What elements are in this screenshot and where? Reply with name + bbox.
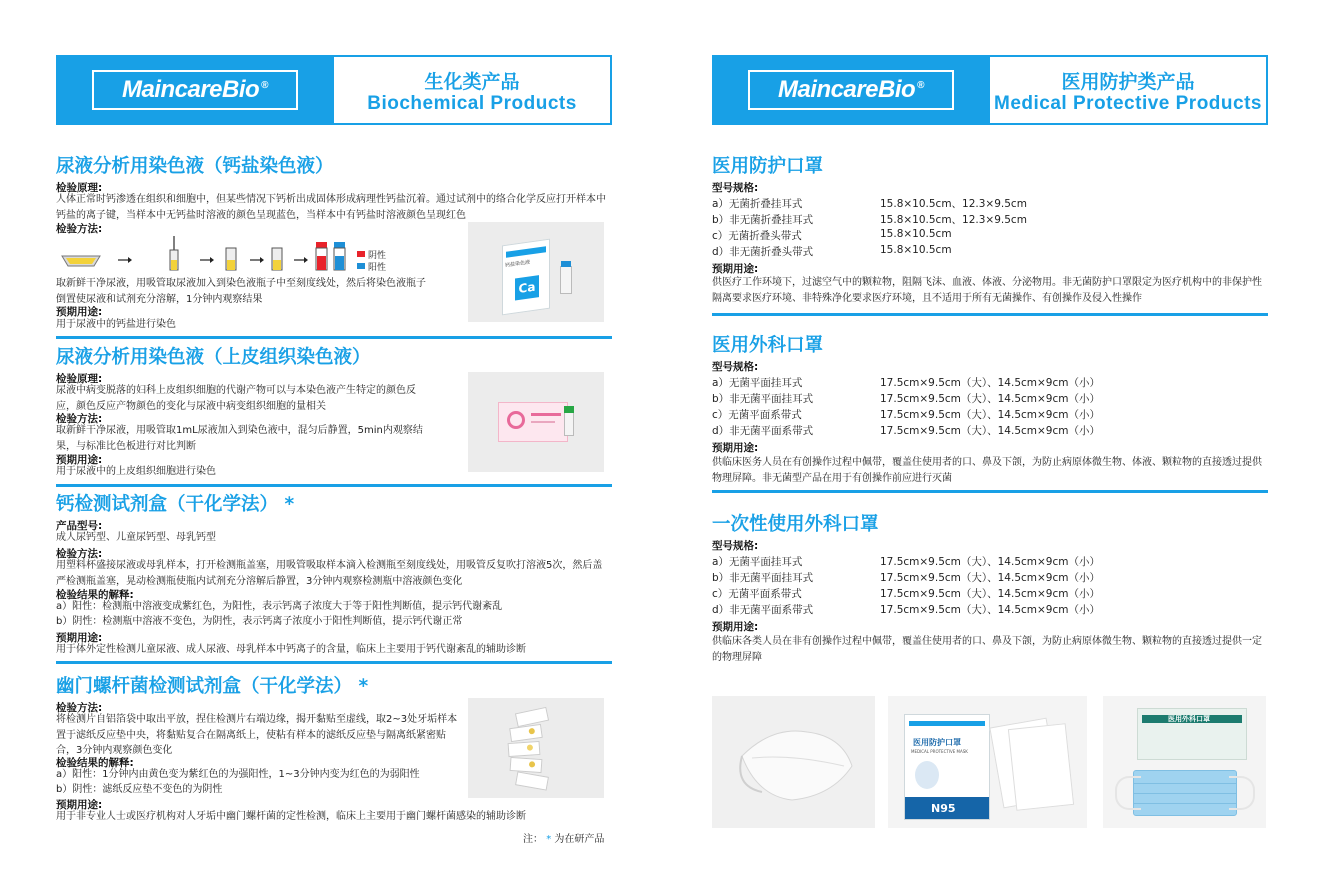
section-title: 医用外科口罩 xyxy=(712,335,824,356)
legend-negative: 阴性 xyxy=(368,251,387,261)
section-title: 幽门螺杆菌检测试剂盒（干化学法） * xyxy=(56,676,369,697)
method-label: 检验方法: xyxy=(56,702,103,714)
brand-logo: MaincareBio ® xyxy=(92,70,298,110)
use-label: 预期用途: xyxy=(712,263,759,275)
result-vial-blue-icon xyxy=(334,242,345,270)
model-text: 成人尿钙型、儿童尿钙型、母乳钙型 xyxy=(56,532,216,543)
procedure-diagram xyxy=(56,234,356,278)
result-vial-red-icon xyxy=(316,242,327,270)
spec-label: 型号规格: xyxy=(712,361,759,373)
epithelial-stain-product-photo xyxy=(468,372,604,472)
principle-text: 人体正常时钙渗透在组织和细胞中，但某些情况下钙析出成固体形成病理性钙盐沉着。通过试剂中的络合化学反应打开样本中钙盐的离子键，当样本中无钙盐时溶液的颜色呈现蓝色，当样本中有钙盐时溶液颜色呈现红色 xyxy=(56,194,606,221)
right-page: MaincareBio ® 医用防护类产品 Medical Protective Products 医用防护口罩 型号规格: a）无菌折叠挂耳式 15.8×10.5cm、12.3×9.5cm b）非无菌折叠挂耳式 15.8×10.5cm、12.3×9.5cm c）无菌折叠头带式 15.8×10.5cm d）非无菌折叠头带式 15.8×10.5cm 预期用途: 供医疗工作环境下，过滤空气中的颗粒物，阻隔飞沫、血液、体液、分泌物用。非无菌防护口罩限定为医疗机构中的非保护性隔离要求医疗环境、非特殊净化要求医疗环境，且不适用于所有无菌操作、有创操作及侵入性操作 医用外科口罩 型号规格: a）无菌平面挂耳式 17.5cm×9.5cm（大）、14.5cm×9cm（小） b）非无菌平面挂耳式 17.5cm×9.5cm（大）、14.5cm×9cm（小） c）无菌平面系带式 17.5cm×9.5cm（大）、14.5cm×9cm（小） d）非无菌平面系带式 17.5cm×9.5cm（大）、14.5cm×9cm（小） 预期用途: 供临床医务人员在有创操作过程中佩带，覆盖住使用者的口、鼻及下颌，为防止病原体微生物、体液、颗粒物的直接透过提供物理屏障。非无菌型产品在用于有创操作前应进行灭菌 一次性使用外科口罩 型号规格: a）无菌平面挂耳式 17.5cm×9.5cm（大）、14.5cm×9cm（小） b）非无菌平面挂耳式 17.5cm×9.5cm（大）、14.5cm×9cm（小） c）无菌平面系带式 17.5cm×9.5cm（大）、14.5cm×9cm（小） d）非无菌平面系带式 17.5cm×9.5cm（大）、14.5cm×9cm（小） 预期用途: 供临床各类人员在非有创操作过程中佩带，覆盖住使用者的口、鼻及下颌，为防止病原体微生物、颗粒物的直接透过提供一定的物理屏障 医用防护口罩 MEDICAL PROTECTIVE MASK N95 医用外科口罩 xyxy=(660,0,1320,894)
section-divider xyxy=(712,490,1268,493)
result-negative: b）阴性：检测瓶中溶液不变色，为阴性，表示钙离子浓度小于阳性判断值，提示钙代谢正常 xyxy=(56,616,463,627)
result-label: 检验结果的解释: xyxy=(56,589,134,601)
result-positive: a）阳性：1分钟内由黄色变为紫红色的为强阳性，1~3分钟内变为红色的为弱阳性 xyxy=(56,769,420,780)
box-subtitle: MEDICAL PROTECTIVE MASK xyxy=(911,749,968,754)
use-text: 供医疗工作环境下，过滤空气中的颗粒物，阻隔飞沫、血液、体液、分泌物用。非无菌防护口罩限定为医疗机构中的非保护性隔离要求医疗环境、非特殊净化要求医疗环境，且不适用于所有无菌操作、有创操作及侵入性操作 xyxy=(712,277,1262,304)
header-title-cn: 生化类产品 xyxy=(424,71,520,93)
dropper-icon xyxy=(170,236,178,270)
use-text: 用于尿液中的钙盐进行染色 xyxy=(56,319,176,330)
brand-logo: MaincareBio ® xyxy=(748,70,954,110)
method-label: 检验方法: xyxy=(56,413,103,425)
header-banner xyxy=(712,55,1268,125)
header-title-en: Biochemical Products xyxy=(367,93,577,114)
use-label: 预期用途: xyxy=(56,799,103,811)
principle-label: 检验原理: xyxy=(56,373,103,385)
arrow-icon xyxy=(260,257,264,263)
use-text: 供临床医务人员在有创操作过程中佩带，覆盖住使用者的口、鼻及下颌，为防止病原体微生物、体液、颗粒物的直接透过提供物理屏障。非无菌型产品在用于有创操作前应进行灭菌 xyxy=(712,457,1262,484)
method-label: 检验方法: xyxy=(56,548,103,560)
legend-positive: 阳性 xyxy=(368,263,387,273)
method-text: 取新鲜干净尿液，用吸管取尿液加入到染色液瓶子中至刻度线处，然后将染色液瓶子倒置使尿液和试剂充分溶解，1分钟内观察结果 xyxy=(56,278,426,305)
hpylori-test-strips-photo xyxy=(468,698,604,798)
spec-label: 型号规格: xyxy=(712,540,759,552)
method-text: 取新鲜干净尿液，用吸管取1mL尿液加入到染色液中，混匀后静置，5min内观察结果，与标准比色板进行对比判断 xyxy=(56,425,423,452)
section-divider xyxy=(56,336,612,339)
section-divider xyxy=(56,484,612,487)
use-label: 预期用途: xyxy=(712,442,759,454)
result-negative: b）阴性：滤纸反应垫不变色的为阴性 xyxy=(56,784,223,795)
principle-text: 尿液中病变脱落的妇科上皮组织细胞的代谢产物可以与本染色液产生特定的颜色反应，颜色反应产物颜色的变化与尿液中病变组织细胞的量相关 xyxy=(56,385,416,412)
section-title: 钙检测试剂盒（干化学法） * xyxy=(56,494,295,515)
calcium-stain-product-photo: 钙盐染色液 Ca xyxy=(468,222,604,322)
section-title: 医用防护口罩 xyxy=(712,156,824,177)
section-title: 尿液分析用染色液（上皮组织染色液） xyxy=(56,347,371,368)
header-banner xyxy=(56,55,612,125)
legend-positive-swatch xyxy=(357,263,365,269)
box-title: 医用防护口罩 xyxy=(913,738,961,747)
method-label: 检验方法: xyxy=(56,223,103,235)
use-label: 预期用途: xyxy=(712,621,759,633)
protective-mask-box-photo xyxy=(888,696,1087,828)
kn95-mask-photo xyxy=(712,696,875,828)
result-label: 检验结果的解释: xyxy=(56,757,134,769)
use-text: 用于体外定性检测儿童尿液、成人尿液、母乳样本中钙离子的含量，临床上主要用于钙代谢紊乱的辅助诊断 xyxy=(56,644,526,655)
vial-icon xyxy=(226,248,236,270)
use-label: 预期用途: xyxy=(56,454,103,466)
spec-label: 型号规格: xyxy=(712,182,759,194)
section-title: 尿液分析用染色液（钙盐染色液） xyxy=(56,156,334,177)
use-text: 用于非专业人士或医疗机构对人牙垢中幽门螺杆菌的定性检测，临床上主要用于幽门螺杆菌感染的辅助诊断 xyxy=(56,811,526,822)
arrow-icon xyxy=(304,257,308,263)
method-text: 用塑料杯盛接尿液或母乳样本，打开检测瓶盖塞，用吸管吸取样本滴入检测瓶至刻度线处，用吸管反复吹打溶液5次，然后盖严检测瓶盖塞，晃动检测瓶使瓶内试剂充分溶解后静置，3分钟内观察检测瓶中溶液颜色变化 xyxy=(56,560,603,587)
vial-icon xyxy=(272,248,282,270)
use-label: 预期用途: xyxy=(56,306,103,318)
surgical-mask-pack-photo: 医用外科口罩 xyxy=(1103,696,1266,828)
use-label: 预期用途: xyxy=(56,632,103,644)
section-title: 一次性使用外科口罩 xyxy=(712,514,879,535)
section-divider xyxy=(56,661,612,664)
logo-panel xyxy=(58,57,334,123)
footnote: 注： * 为在研产品 xyxy=(523,834,605,845)
logo-panel xyxy=(714,57,990,123)
result-positive: a）阳性：检测瓶中溶液变成紫红色，为阳性，表示钙离子浓度大于等于阳性判断值，提示钙代谢紊乱 xyxy=(56,601,503,612)
urine-cup-icon xyxy=(62,256,100,266)
arrow-icon xyxy=(128,257,132,263)
use-text: 用于尿液中的上皮组织细胞进行染色 xyxy=(56,466,216,477)
principle-label: 检验原理: xyxy=(56,182,103,194)
arrow-icon xyxy=(210,257,214,263)
header-title-en: Medical Protective Products xyxy=(994,93,1262,114)
box-grade: N95 xyxy=(931,802,956,815)
method-text: 将检测片自铝箔袋中取出平放，捏住检测片右端边缘，揭开黏贴至虚线，取2~3处牙垢样本置于滤纸反应垫中央，将黏贴复合在隔离纸上，使粘有样本的滤纸反应垫与隔离纸紧密贴合，3分钟内观察颜色变化 xyxy=(56,714,458,756)
section-divider xyxy=(712,313,1268,316)
model-label: 产品型号: xyxy=(56,520,103,532)
legend-negative-swatch xyxy=(357,251,365,257)
in-development-star: * xyxy=(358,676,369,697)
header-title-cn: 医用防护类产品 xyxy=(1061,71,1195,93)
in-development-star: * xyxy=(284,494,295,515)
use-text: 供临床各类人员在非有创操作过程中佩带，覆盖住使用者的口、鼻及下颌，为防止病原体微生物、颗粒物的直接透过提供一定的物理屏障 xyxy=(712,636,1262,663)
